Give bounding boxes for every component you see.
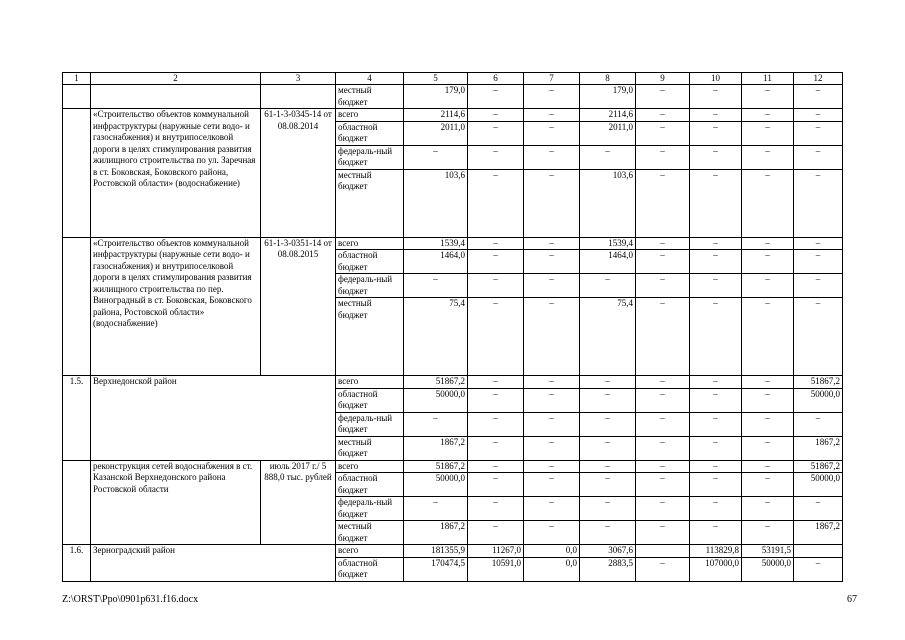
budget-label: всего — [336, 545, 404, 558]
section-name: Зерноградский район — [91, 545, 336, 582]
col-header: 7 — [524, 73, 580, 85]
budget-label: местный бюджет — [336, 85, 404, 109]
col-header: 10 — [690, 73, 742, 85]
table-row: областной бюджет 1464,0 – – 1464,0 – – – – — [63, 250, 843, 274]
project-name: «Строительство объектов коммунальной инфраструктуры (наружные сети водо- и газоснабжения) и внутрипоселковой дороги в целях стимулирования развития жилищного строительства по пер. Виноградный в ст. Боковская, Боковского района, Ростовской области» (водоснабжение) — [91, 237, 261, 376]
budget-label: областной бюджет — [336, 121, 404, 145]
project-name: реконструкция сетей водоснабжения в ст. Казанской Верхнедонского района Ростовской области — [91, 460, 261, 545]
budget-label: всего — [336, 109, 404, 122]
table-row: реконструкция сетей водоснабжения в ст. Казанской Верхнедонского района Ростовской области июль 2017 г./ 5 888,0 тыс. рублей всего 51867,2 – – – – – – 51867,2 — [63, 460, 843, 473]
project-doc: 61-1-3-0351-14 от 08.08.2015 — [261, 237, 336, 376]
table-row: «Строительство объектов коммунальной инфраструктуры (наружные сети водо- и газоснабжения) и внутрипоселковой дороги в целях стимулирования развития жилищного строительства по ул. Заречная в ст. Боковская, Боковского района, Ростовской области» (водоснабжение) 61-1-3-0345-14 от 08.08.2014 всего 2114,6 – – 2114,6 – – – – — [63, 109, 843, 122]
budget-label: местный бюджет — [336, 298, 404, 376]
page-number: 67 — [847, 594, 857, 605]
table-row: местный бюджет 1867,2 – – – – – – 1867,2 — [63, 436, 843, 460]
budget-label: всего — [336, 460, 404, 473]
table-row: 1.6. Зерноградский район всего 181355,9 11267,0 0,0 3067,6 113829,8 53191,5 — [63, 545, 843, 558]
table-row: федераль-ный бюджет – – – – – – – – — [63, 497, 843, 521]
table-row: «Строительство объектов коммунальной инфраструктуры (наружные сети водо- и газоснабжения) и внутрипоселковой дороги в целях стимулирования развития жилищного строительства по пер. Виноградный в ст. Боковская, Боковского района, Ростовской области» (водоснабжение) 61-1-3-0351-14 от 08.08.2015 всего 1539,4 – – 1539,4 – – – – — [63, 237, 843, 250]
table-row: областной бюджет 170474,5 10591,0 0,0 2883,5 – 107000,0 50000,0 – — [63, 557, 843, 581]
budget-label: федераль-ный бюджет — [336, 145, 404, 169]
budget-label: областной бюджет — [336, 250, 404, 274]
section-number: 1.5. — [63, 376, 91, 461]
budget-label: областной бюджет — [336, 388, 404, 412]
table-row: местный бюджет 179,0 – – 179,0 – – – – — [63, 85, 843, 109]
budget-label: местный бюджет — [336, 521, 404, 545]
budget-label: всего — [336, 237, 404, 250]
col-header: 2 — [91, 73, 261, 85]
budget-label: областной бюджет — [336, 473, 404, 497]
cell-value: 179,0 — [404, 85, 468, 109]
project-name: «Строительство объектов коммунальной инфраструктуры (наружные сети водо- и газоснабжения) и внутрипоселковой дороги в целях стимулирования развития жилищного строительства по ул. Заречная в ст. Боковская, Боковского района, Ростовской области» (водоснабжение) — [91, 109, 261, 238]
table-row: 1.5. Верхнедонской район всего 51867,2 – – – – – – 51867,2 — [63, 376, 843, 389]
budget-label: федераль-ный бюджет — [336, 274, 404, 298]
table-row: областной бюджет 50000,0 – – – – – – 50000,0 — [63, 388, 843, 412]
col-header: 5 — [404, 73, 468, 85]
budget-label: федераль-ный бюджет — [336, 412, 404, 436]
col-header: 6 — [468, 73, 524, 85]
table-row: местный бюджет 103,6 – – 103,6 – – – – — [63, 169, 843, 237]
table-row: областной бюджет 2011,0 – – 2011,0 – – – – — [63, 121, 843, 145]
cell-value: 179,0 — [580, 85, 636, 109]
col-header: 8 — [580, 73, 636, 85]
section-name: Верхнедонской район — [91, 376, 336, 461]
table-row: федераль-ный бюджет – – – – – – – – — [63, 145, 843, 169]
budget-label: областной бюджет — [336, 557, 404, 581]
table-row: федераль-ный бюджет – – – – – – – – — [63, 274, 843, 298]
file-path: Z:\ORST\Ppo\0901p631.f16.docx — [62, 594, 199, 605]
col-header: 1 — [63, 73, 91, 85]
section-number: 1.6. — [63, 545, 91, 582]
budget-label: местный бюджет — [336, 436, 404, 460]
table-row: областной бюджет 50000,0 – – – – – – 50000,0 — [63, 473, 843, 497]
project-doc: июль 2017 г./ 5 888,0 тыс. рублей — [261, 460, 336, 545]
budget-label: всего — [336, 376, 404, 389]
col-header: 4 — [336, 73, 404, 85]
col-header: 11 — [742, 73, 794, 85]
col-header: 3 — [261, 73, 336, 85]
col-header: 12 — [794, 73, 843, 85]
column-number-row — [63, 73, 843, 85]
program-table — [62, 72, 843, 582]
col-header: 9 — [636, 73, 690, 85]
table-row: местный бюджет 1867,2 – – – – – – 1867,2 — [63, 521, 843, 545]
project-doc: 61-1-3-0345-14 от 08.08.2014 — [261, 109, 336, 238]
budget-label: федераль-ный бюджет — [336, 497, 404, 521]
table-row: местный бюджет 75,4 – – 75,4 – – – – — [63, 298, 843, 376]
budget-label: местный бюджет — [336, 169, 404, 237]
table-row: федераль-ный бюджет – – – – – – – – — [63, 412, 843, 436]
